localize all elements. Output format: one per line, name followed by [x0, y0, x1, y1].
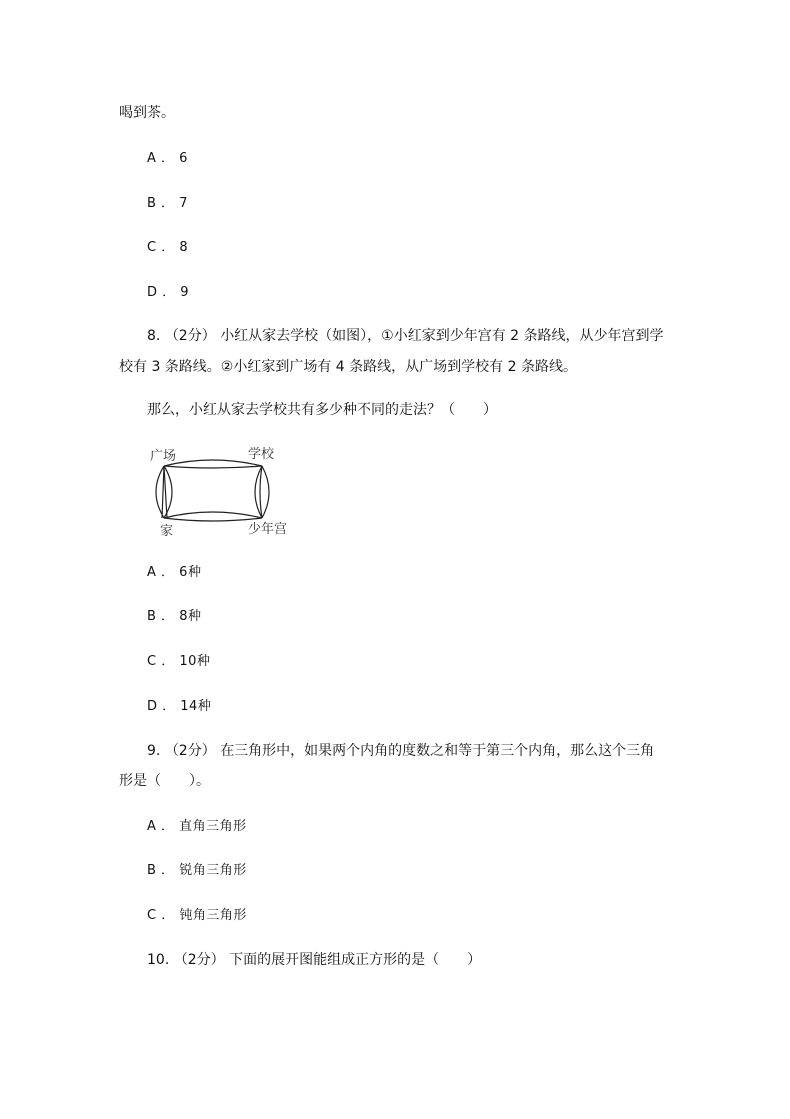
route-shaoniangong-xuexiao-2 — [262, 466, 269, 518]
option-letter: D — [147, 699, 158, 714]
route-jia-guangchang-3 — [162, 466, 164, 518]
route-jia-guangchang-4 — [164, 466, 167, 518]
option-letter: B — [147, 863, 157, 878]
option-letter: B — [147, 196, 157, 211]
q8-number: 8. — [147, 328, 161, 344]
option-text: 9 — [180, 285, 190, 300]
option-letter: A — [147, 151, 157, 166]
route-guangchang-xuexiao-2 — [164, 466, 262, 468]
q10-stem-line1 — [147, 950, 481, 970]
route-jia-shaoniangong-2 — [164, 518, 262, 521]
q8-points: （2分） — [164, 328, 216, 344]
route-shaoniangong-xuexiao-3 — [260, 466, 262, 518]
option-letter: C — [147, 654, 157, 669]
q8-option-a[interactable]: A ． 6种 — [147, 565, 202, 580]
q9-option-c[interactable]: C ． 钝角三角形 — [147, 908, 247, 923]
q8-option-c[interactable]: C ． 10种 — [147, 654, 211, 669]
prev-option-b[interactable]: B ． 7 — [147, 196, 188, 211]
label-xuexiao: 学校 — [248, 447, 275, 462]
q9-stem-line1 — [147, 741, 654, 761]
q9-option-b[interactable]: B ． 锐角三角形 — [147, 863, 247, 878]
q9-option-a[interactable]: A ． 直角三角形 — [147, 819, 247, 834]
prev-option-d[interactable]: D ． 9 — [147, 285, 190, 300]
option-text: 锐角三角形 — [179, 863, 247, 878]
option-text: 6种 — [179, 565, 202, 580]
q8-stem-line1 — [147, 326, 664, 346]
q8-text-line2: 校有 3 条路线。②小红家到广场有 4 条路线，从广场到学校有 2 条路线。 — [119, 359, 577, 375]
q8-text-line3: 那么，小红从家去学校共有多少种不同的走法？（ ） — [147, 402, 497, 418]
q10-points: （2分） — [173, 952, 225, 968]
option-text: 14种 — [180, 699, 212, 714]
route-jia-shaoniangong-1 — [164, 512, 262, 518]
q9-number: 9. — [147, 743, 161, 759]
option-letter: C — [147, 908, 157, 923]
option-text: 8种 — [179, 609, 202, 624]
prev-option-c[interactable]: C ． 8 — [147, 240, 189, 255]
option-letter: B — [147, 609, 157, 624]
label-shaoniangong: 少年宫 — [248, 522, 288, 537]
label-guangchang: 广场 — [150, 449, 177, 464]
q8-option-d[interactable]: D ． 14种 — [147, 699, 212, 714]
option-text: 8 — [179, 240, 189, 255]
prev-option-a[interactable]: A ． 6 — [147, 151, 188, 166]
q8-text-line1: 小红从家去学校（如图），①小红家到少年宫有 2 条路线，从少年宫到学 — [220, 328, 664, 344]
q9-text-line1: 在三角形中，如果两个内角的度数之和等于第三个内角，那么这个三角 — [220, 743, 655, 759]
q9-text-line2: 形是（ ）。 — [119, 773, 210, 789]
q9-points: （2分） — [164, 743, 216, 759]
option-letter: A — [147, 819, 157, 834]
option-letter: C — [147, 240, 157, 255]
q8-option-b[interactable]: B ． 8种 — [147, 609, 202, 624]
label-jia: 家 — [160, 524, 174, 539]
q10-text-line1: 下面的展开图能组成正方形的是（ ） — [229, 952, 482, 968]
route-diagram — [150, 444, 300, 540]
prev-question-tail: 喝到茶。 — [119, 105, 175, 121]
q10-number: 10. — [147, 952, 170, 968]
option-letter: D — [147, 285, 158, 300]
option-text: 6 — [179, 151, 188, 166]
option-text: 直角三角形 — [179, 819, 247, 834]
option-text: 10种 — [179, 654, 211, 669]
option-text: 7 — [179, 196, 188, 211]
option-letter: A — [147, 565, 157, 580]
option-text: 钝角三角形 — [179, 908, 247, 923]
